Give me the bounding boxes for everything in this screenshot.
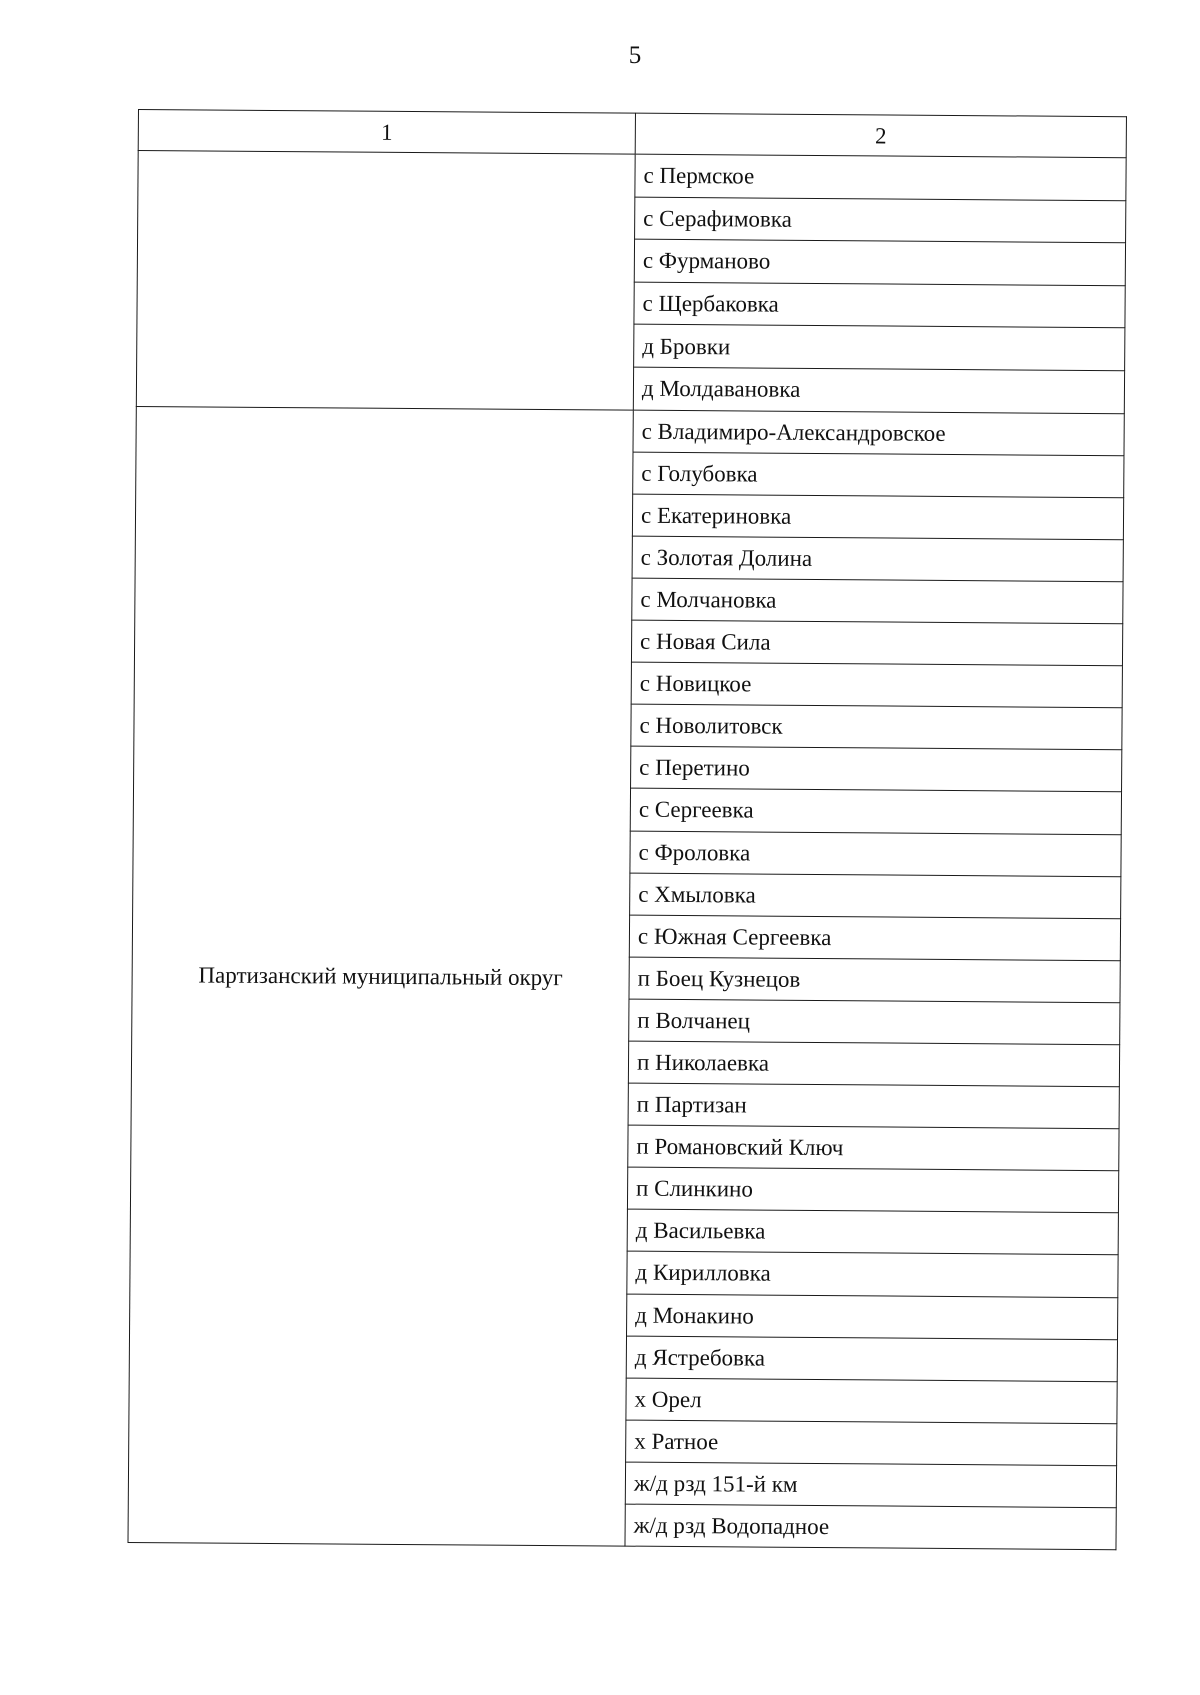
settlement-name: ж/д рзд Водопадное: [625, 1504, 1116, 1550]
settlement-name: с Перетино: [631, 746, 1122, 792]
column-header-2: 2: [635, 113, 1126, 158]
settlement-name: п Слинкино: [627, 1167, 1118, 1213]
settlement-name: с Фурманово: [634, 239, 1125, 285]
settlement-name: с Молчановка: [632, 578, 1123, 624]
district-name: Партизанский муниципальный округ: [128, 406, 633, 1546]
settlement-name: с Новицкое: [631, 662, 1122, 708]
settlement-name: с Щербаковка: [634, 282, 1125, 328]
settlement-name: с Золотая Долина: [632, 536, 1123, 582]
settlement-name: с Пермское: [635, 154, 1126, 200]
settlement-name: п Николаевка: [628, 1041, 1119, 1087]
settlement-name: с Владимиро-Александровское: [633, 410, 1124, 456]
settlement-name: х Ратное: [626, 1420, 1117, 1466]
district-cell-empty: [136, 151, 635, 410]
settlement-name: д Кирилловка: [627, 1252, 1118, 1298]
column-header-1: 1: [138, 110, 635, 155]
settlement-name: с Новолитовск: [631, 704, 1122, 750]
settlement-name: с Сергеевка: [630, 789, 1121, 835]
settlements-table: [127, 109, 1126, 1550]
settlement-name: с Хмыловка: [630, 873, 1121, 919]
settlement-name: д Васильевка: [627, 1209, 1118, 1255]
settlement-name: с Новая Сила: [631, 620, 1122, 666]
settlement-name: с Екатериновка: [632, 494, 1123, 540]
settlement-name: д Ястребовка: [626, 1336, 1117, 1382]
settlement-name: п Романовский Ключ: [628, 1125, 1119, 1171]
settlement-name: п Партизан: [628, 1083, 1119, 1129]
settlement-name: с Фроловка: [630, 831, 1121, 877]
page-number: 5: [628, 42, 642, 69]
settlement-name: с Южная Сергеевка: [629, 915, 1120, 961]
settlement-name: д Молдавановка: [633, 367, 1124, 413]
settlement-name: д Монакино: [627, 1294, 1118, 1340]
settlement-name: п Волчанец: [629, 999, 1120, 1045]
table-row: [138, 151, 1126, 201]
settlement-name: с Серафимовка: [635, 197, 1126, 243]
settlement-name: д Бровки: [634, 325, 1125, 371]
table-header-row: [138, 110, 1126, 158]
settlement-name: с Голубовка: [633, 452, 1124, 498]
table-row: [136, 406, 1124, 455]
settlement-name: п Боец Кузнецов: [629, 957, 1120, 1003]
settlement-name: х Орел: [626, 1378, 1117, 1424]
settlement-name: ж/д рзд 151-й км: [625, 1462, 1116, 1508]
